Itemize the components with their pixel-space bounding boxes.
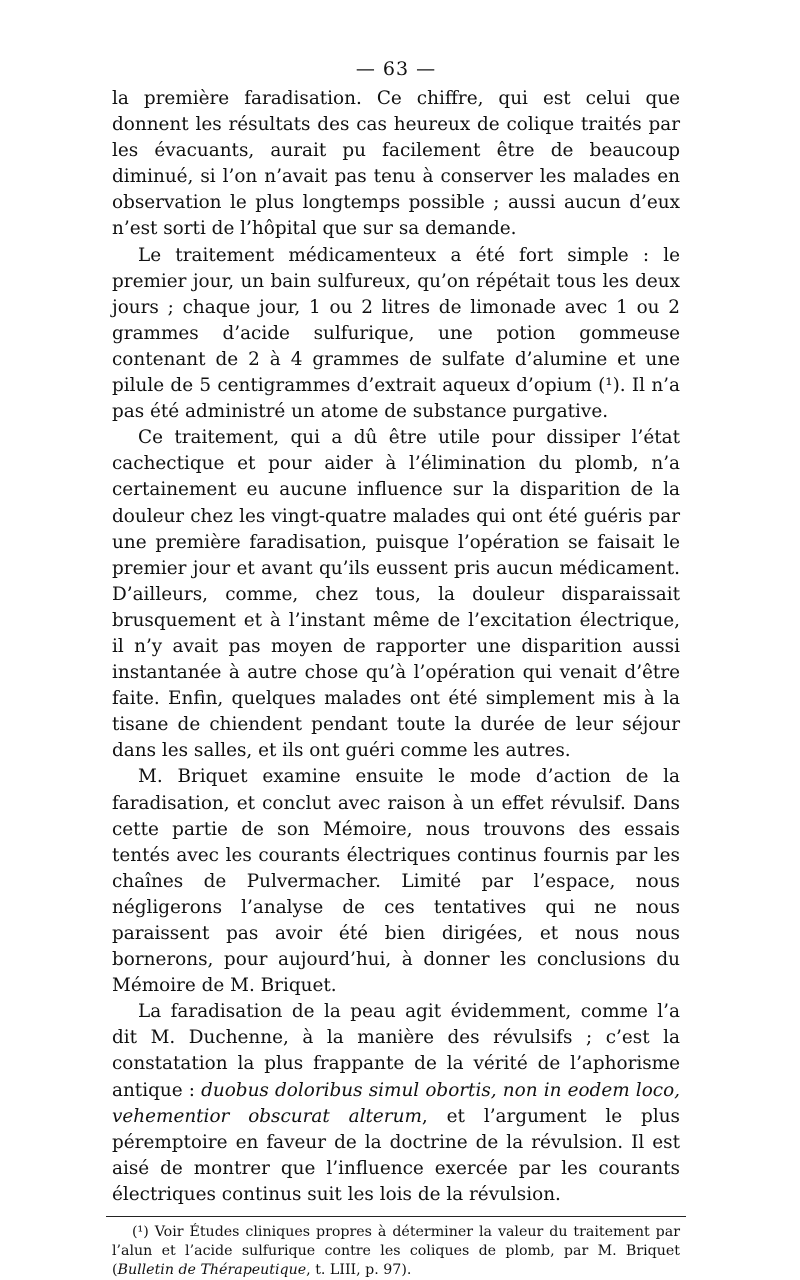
paragraph-text: M. Briquet examine ensuite le mode d’action de la faradisation, et conclut avec raison à un effet révulsif. Dans cette partie de son Mémoire, nous trouvons des essais tentés avec les courants électriques continus fournis par les chaînes de Pulvermacher. Limité par l’espace, nous négligerons l’analyse de ces tentatives qui ne nous paraissent pas avoir été bien dirigées, et nous nous bornerons, pour aujourd’hui, à donner les conclusions du Mémoire de M. Briquet.: [112, 766, 680, 997]
paragraph-text: , et l’argument le plus péremptoire en faveur de la doctrine de la révulsion. Il est aisé de montrer que l’influence exercée par les courants électriques continus suit les lois de la révulsion.: [112, 1105, 680, 1205]
paragraph-italic: duobus doloribus simul obortis, non in eodem loco, vehementior obscurat alterum: [112, 1079, 680, 1127]
paragraph-p4: [112, 764, 680, 999]
paragraph-text: Le traitement médicamenteux a été fort simple : le premier jour, un bain sulfureux, qu’on répétait tous les deux jours ; chaque jour, 1 ou 2 litres de limonade avec 1 ou 2 grammes d’acide sulfurique, une potion gommeuse contenant de 2 à 4 grammes de sulfate d’alumine et une pilule de 5 centigrammes d’extrait aqueux d’opium (¹). Il n’a pas été administré un atome de substance purgative.: [112, 244, 680, 423]
footnote: [112, 1223, 680, 1280]
page-number: — 63 —: [355, 58, 437, 80]
body-text: [112, 86, 680, 1208]
paragraph-p3: [112, 425, 680, 764]
paragraph-text: Ce traitement, qui a dû être utile pour dissiper l’état cachectique et pour aider à l’élimination du plomb, n’a certainement eu aucune influence sur la disparition de la douleur chez les vingt-quatre malades qui ont été guéris par une première faradisation, puisque l’opération se faisait le premier jour et avant qu’ils eussent pris aucun médicament. D’ailleurs, comme, chez tous, la douleur disparaissait brusquement et à l’instant même de l’excitation électrique, il n’y avait pas moyen de rapporter une disparition aussi instantanée à autre chose qu’à l’opération qui venait d’être faite. Enfin, quelques malades ont été simplement mis à la tisane de chiendent pendant toute la durée de leur séjour dans les salles, et ils ont guéri comme les autres.: [112, 427, 680, 762]
footnote-text: , t. LIII, p. 97).: [306, 1262, 412, 1279]
paragraph-text: La faradisation de la peau agit évidemment, comme l’a dit M. Duchenne, à la manière des révulsifs ; c’est la constatation la plus frappante de la vérité de l’aphorisme antique :: [112, 1001, 680, 1101]
footnote-text: (¹) Voir Études cliniques propres à déterminer la valeur du traitement par l’alun et l’acide sulfurique contre les coliques de plomb, par M. Briquet (: [112, 1224, 680, 1279]
footnote-rule: [106, 1216, 686, 1217]
paragraph-p2: [112, 243, 680, 426]
footnote-italic: Bulletin de Thérapeutique: [117, 1262, 307, 1279]
paragraph-p1: [112, 86, 680, 243]
book-page: [112, 58, 680, 1280]
footnote-text: [112, 1223, 680, 1280]
paragraph-text: la première faradisation. Ce chiffre, qui est celui que donnent les résultats des cas heureux de colique traités par les évacuants, aurait pu facilement être de beaucoup diminué, si l’on n’avait pas tenu à conserver les malades en observation le plus longtemps possible ; aussi aucun d’eux n’est sorti de l’hôpital que sur sa demande.: [112, 88, 680, 240]
paragraph-p5: [112, 999, 680, 1208]
